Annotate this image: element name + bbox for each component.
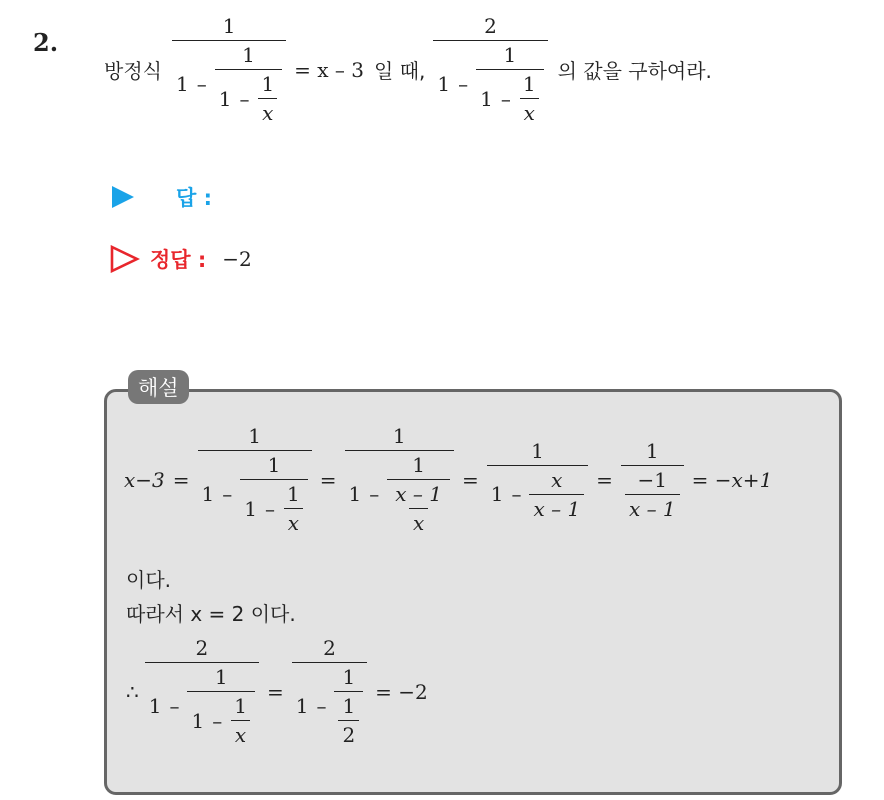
target-fraction: 2 1 – 1 1 – $\frac{1}{x}$ [433, 14, 547, 125]
play-arrow-icon [110, 184, 136, 210]
correct-answer-value: −2 [222, 247, 252, 271]
solution-term-2: 1 1 – $\frac{1}{\frac{x - 1}{x}}$ [345, 424, 454, 535]
solution-term-4: $\frac{1}{\frac{-1}{x - 1}}$ [621, 439, 684, 521]
outline-arrow-icon [110, 245, 140, 273]
solution-equation-chain: x−3 = 1 1 – 1 1 – $\frac{1}{x}$ = 1 1 – $\frac{1}{\frac{x - 1}{x}}$ = 1 1 – $\frac{x}{x - 1}$ = $\frac{1}{\frac{-1}{x - 1}}$ = −x+1 [124, 424, 773, 535]
solution-line-therefore: 따라서 x = 2 이다. [126, 602, 296, 626]
solution-term-3: 1 1 – $\frac{x}{x - 1}$ [487, 439, 588, 521]
therefore-symbol: ∴ [126, 679, 139, 704]
question-statement [104, 14, 712, 125]
solution-final: ∴ 2 1 – 1 1 – $\frac{1}{x}$ = 2 1 – $\frac{1}{\frac{1}{2}}$ = −2 [126, 636, 428, 747]
final-term-1: 2 1 – 1 1 – $\frac{1}{x}$ [145, 636, 259, 747]
correct-answer-label: 정답 : [150, 248, 207, 272]
solution-tab: 해설 [128, 370, 189, 404]
question-ask: 의 값을 구하여라. [557, 59, 712, 83]
solution-line-ida: 이다. [126, 568, 171, 592]
given-fraction: 1 1 – 1 1 – $\frac{1}{x}$ [172, 14, 286, 125]
final-term-2: 2 1 – $\frac{1}{\frac{1}{2}}$ [292, 636, 367, 747]
condition-suffix: 일 때, [374, 59, 426, 83]
solution-lhs: x−3 [124, 467, 165, 492]
correct-answer-row [110, 244, 252, 274]
answer-row[interactable] [110, 182, 212, 212]
answer-label: 답 : [176, 186, 212, 210]
solution-rhs-final: = −x+1 [691, 467, 773, 492]
final-result: = −2 [375, 679, 428, 704]
question-number: 2. [33, 28, 59, 57]
given-rhs: = x – 3 [294, 57, 365, 82]
question-lead: 방정식 [104, 59, 162, 83]
solution-term-1: 1 1 – 1 1 – $\frac{1}{x}$ [198, 424, 312, 535]
